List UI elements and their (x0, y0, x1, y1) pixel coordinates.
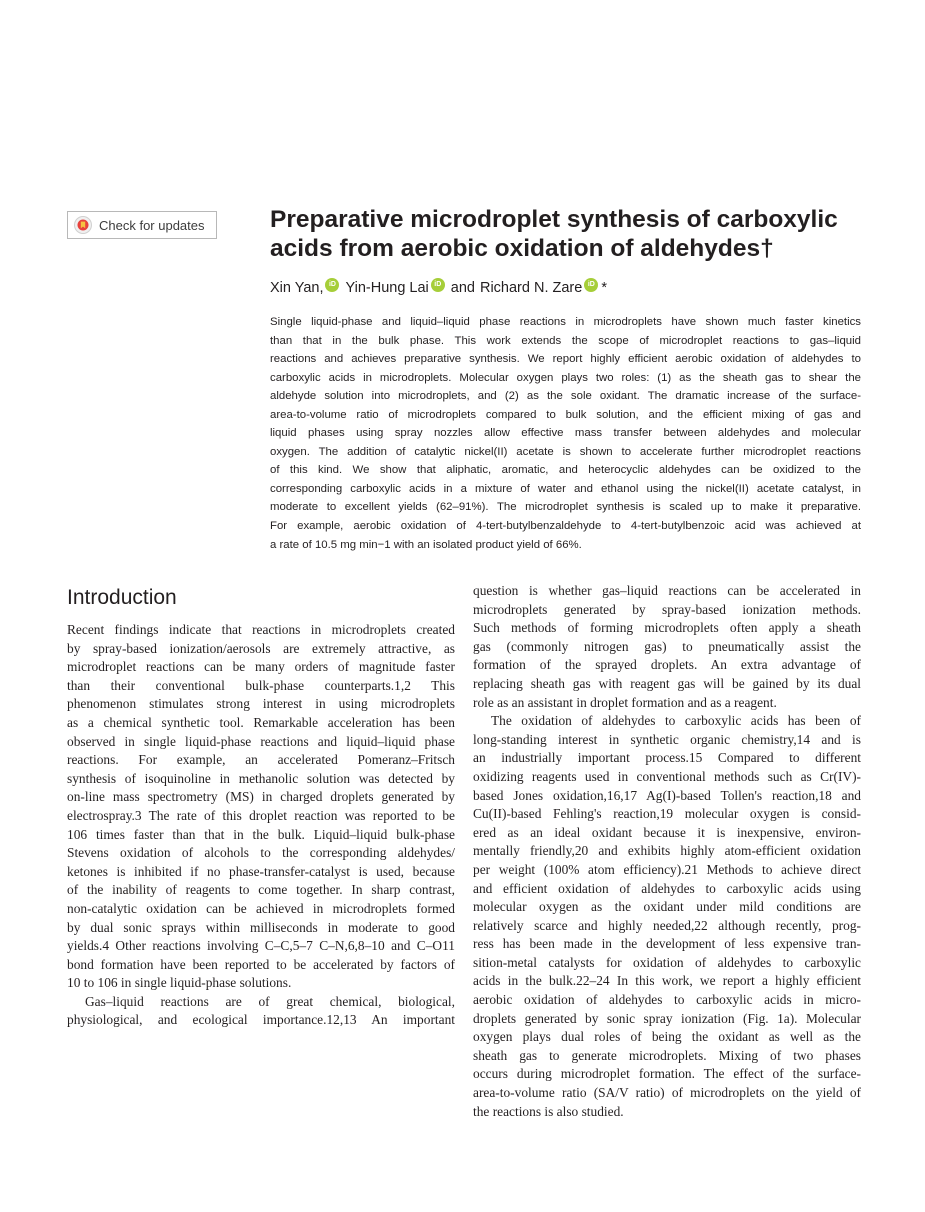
author-conjunction: and (450, 280, 475, 296)
body-line: aerobic oxidation of aldehydes to carboxylic acids in micro- (473, 992, 861, 1008)
body-line: role as an assistant in droplet formation and as a reagent. (473, 694, 777, 710)
body-line: yields.4 Other reactions involving C–C,5–7 C–N,6,8–10 and C–O11 (67, 938, 455, 954)
body-column-right (473, 582, 861, 1121)
body-line: on-line mass spectrometry (MS) in charged droplets generated by (67, 789, 455, 805)
body-line: ered as an ideal oxidant because it is inexpensive, environ- (473, 824, 861, 840)
body-line: acids in the bulk.22–24 In this work, we report a highly efficient (473, 973, 861, 989)
author-name-3[interactable]: Richard N. Zare (479, 280, 583, 296)
body-line: microdroplets generated by spray-based ionization methods. (473, 601, 861, 617)
body-line: of the inability of reagents to come together. In sharp contrast, (67, 882, 455, 898)
body-line: observed in single liquid-phase reactions and liquid–liquid phase (67, 733, 455, 749)
abstract-line: area-to-volume ratio of microdroplets compared to bulk solution, and the efficient mixing of gas and (270, 408, 861, 421)
abstract-line: corresponding carboxylic acids in a mixture of water and ethanol using the nickel(II) acetate catalyst, in (270, 482, 861, 495)
body-line: droplets generated by sonic spray ionization (Fig. 1a). Molecular (473, 1010, 861, 1026)
body-line: reactions. For example, an accelerated Pomeranz–Fritsch (67, 752, 455, 768)
body-line: 10 to 106 in single liquid-phase solutions. (67, 975, 292, 991)
body-line: the reactions is also studied. (473, 1103, 624, 1119)
abstract-line: liquid phases using spray nozzles allow effective mass transfer between aldehydes and molecular (270, 427, 861, 440)
author-name-1[interactable]: Xin Yan, (270, 280, 324, 296)
body-column-left (67, 621, 455, 1030)
check-updates-bookmark-icon (74, 216, 92, 234)
body-line: formation of the sprayed droplets. An extra advantage of (473, 657, 861, 673)
body-line: ketones is inhibited if no phase-transfer-catalyst is used, because (67, 863, 455, 879)
body-line: replacing sheath gas with reagent gas will be gained by its dual (473, 675, 861, 691)
body-line: Cu(II)-based Fehling's reaction,19 molecular oxygen is consid- (473, 806, 861, 822)
body-line: Stevens oxidation of alcohols to the corresponding aldehydes/ (67, 845, 455, 861)
body-line: physiological, and ecological importance.12,13 An important (67, 1012, 455, 1028)
abstract-line: of this kind. We show that aliphatic, aromatic, and heterocyclic aldehydes can be oxidized to the (270, 464, 861, 477)
body-line: sition-metal catalysts for oxidation of aldehydes to carboxylic (473, 954, 861, 970)
body-line: by dual sonic sprays within milliseconds in moderate to good (67, 919, 455, 935)
abstract-line: a rate of 10.5 mg min−1 with an isolated product yield of 66%. (270, 538, 582, 551)
body-line: microdroplet reactions can be many orders of magnitude faster (67, 659, 455, 675)
orcid-icon[interactable]: iD (431, 278, 445, 292)
corresponding-author-mark: * (601, 280, 607, 296)
abstract-line: Single liquid-phase and liquid–liquid phase reactions in microdroplets have shown much faster kinetics (270, 316, 861, 328)
check-for-updates-label: Check for updates (99, 217, 205, 233)
check-for-updates-button[interactable] (67, 211, 217, 239)
abstract-line: carboxylic acids in microdroplets. Molecular oxygen plays two roles: (1) as the sheath gas to shear the (270, 371, 861, 384)
body-line: long-standing interest in synthetic organic chemistry,14 and is (473, 731, 861, 747)
body-line: molecular oxygen as the oxidant under mild conditions are (473, 899, 861, 915)
body-line: non-catalytic oxidation can be achieved in microdroplets formed (67, 900, 455, 916)
body-line: gas (commonly nitrogen gas) to pneumatically assist the (473, 638, 861, 654)
body-line: synthesis of isoquinoline in methanolic solution was detected by (67, 770, 455, 786)
abstract-line: oxygen. The addition of catalytic nickel(II) acetate is shown to accelerate further microdroplet reactions (270, 445, 861, 458)
body-line: and efficient oxidation of aldehydes to carboxylic acids using (473, 880, 861, 896)
body-line: phenomenon stimulates strong interest in using microdroplets (67, 696, 455, 712)
author-list (270, 278, 870, 298)
author-name-2[interactable]: Yin-Hung Lai (345, 280, 429, 296)
body-line: an industrially important process.15 Compared to different (473, 750, 861, 766)
body-line: 106 times faster than that in the bulk. Liquid–liquid bulk-phase (67, 826, 455, 842)
section-heading-introduction: Introduction (67, 586, 177, 609)
orcid-icon[interactable]: iD (325, 278, 339, 292)
body-line: mentally friendly,20 and exhibits highly atom-efficient oxidation (473, 843, 861, 859)
abstract-line: reactions and achieves preparative synthesis. We report highly efficient aerobic oxidation of aldehydes to (270, 353, 861, 366)
body-line: Such methods of forming microdroplets often apply a sheath (473, 620, 861, 636)
abstract-line: moderate to excellent yields (62–91%). The microdroplet synthesis is scaled up to make it preparative. (270, 501, 861, 514)
body-line: Gas–liquid reactions are of great chemical, biological, (85, 993, 455, 1009)
body-line: question is whether gas–liquid reactions can be accelerated in (473, 583, 861, 598)
abstract (270, 313, 861, 554)
title-line-1: Preparative microdroplet synthesis of carboxylic (270, 206, 838, 233)
abstract-line: than that in the bulk phase. This work extends the scope of microdroplet reactions to gas–liquid (270, 334, 861, 347)
body-line: The oxidation of aldehydes to carboxylic acids has been of (491, 713, 861, 729)
abstract-line: For example, aerobic oxidation of 4-tert-butylbenzaldehyde to 4-tert-butylbenzoic acid was achieved at (270, 520, 861, 533)
body-line: than their conventional bulk-phase counterparts.1,2 This (67, 677, 455, 693)
body-line: oxygen plays dual roles of being the oxidant as well as the (473, 1029, 861, 1045)
body-line: based Jones oxidation,16,17 Ag(I)-based Tollen's reaction,18 and (473, 787, 861, 803)
title-line-2: acids from aerobic oxidation of aldehydes† (270, 235, 774, 262)
body-line: occurs during microdroplet formation. The effect of the surface- (473, 1066, 861, 1082)
body-line: relatively scarce and highly needed,22 although recently, prog- (473, 917, 861, 933)
body-line: Recent findings indicate that reactions in microdroplets created (67, 622, 455, 637)
body-line: per weight (100% atom efficiency).21 Methods to achieve direct (473, 861, 861, 877)
body-line: ress has been made in the development of less expensive tran- (473, 936, 861, 952)
body-line: sheath gas to generate microdroplets. Mixing of two phases (473, 1047, 861, 1063)
body-line: electrospray.3 The rate of this droplet reaction was reported to be (67, 807, 455, 823)
article-title (270, 205, 880, 263)
body-line: bond formation have been reported to be accelerated by factors of (67, 956, 455, 972)
body-line: by spray-based ionization/aerosols are extremely attractive, as (67, 640, 455, 656)
abstract-line: aldehyde solution into microdroplets, and (2) as the sole oxidant. The dramatic increase of the surface- (270, 390, 861, 403)
body-line: as a chemical synthetic tool. Remarkable acceleration has been (67, 714, 455, 730)
body-line: area-to-volume ratio (SA/V ratio) of microdroplets on the yield of (473, 1085, 861, 1101)
body-line: oxidizing reagents used in conventional methods such as Cr(IV)- (473, 768, 861, 784)
orcid-icon[interactable]: iD (584, 278, 598, 292)
